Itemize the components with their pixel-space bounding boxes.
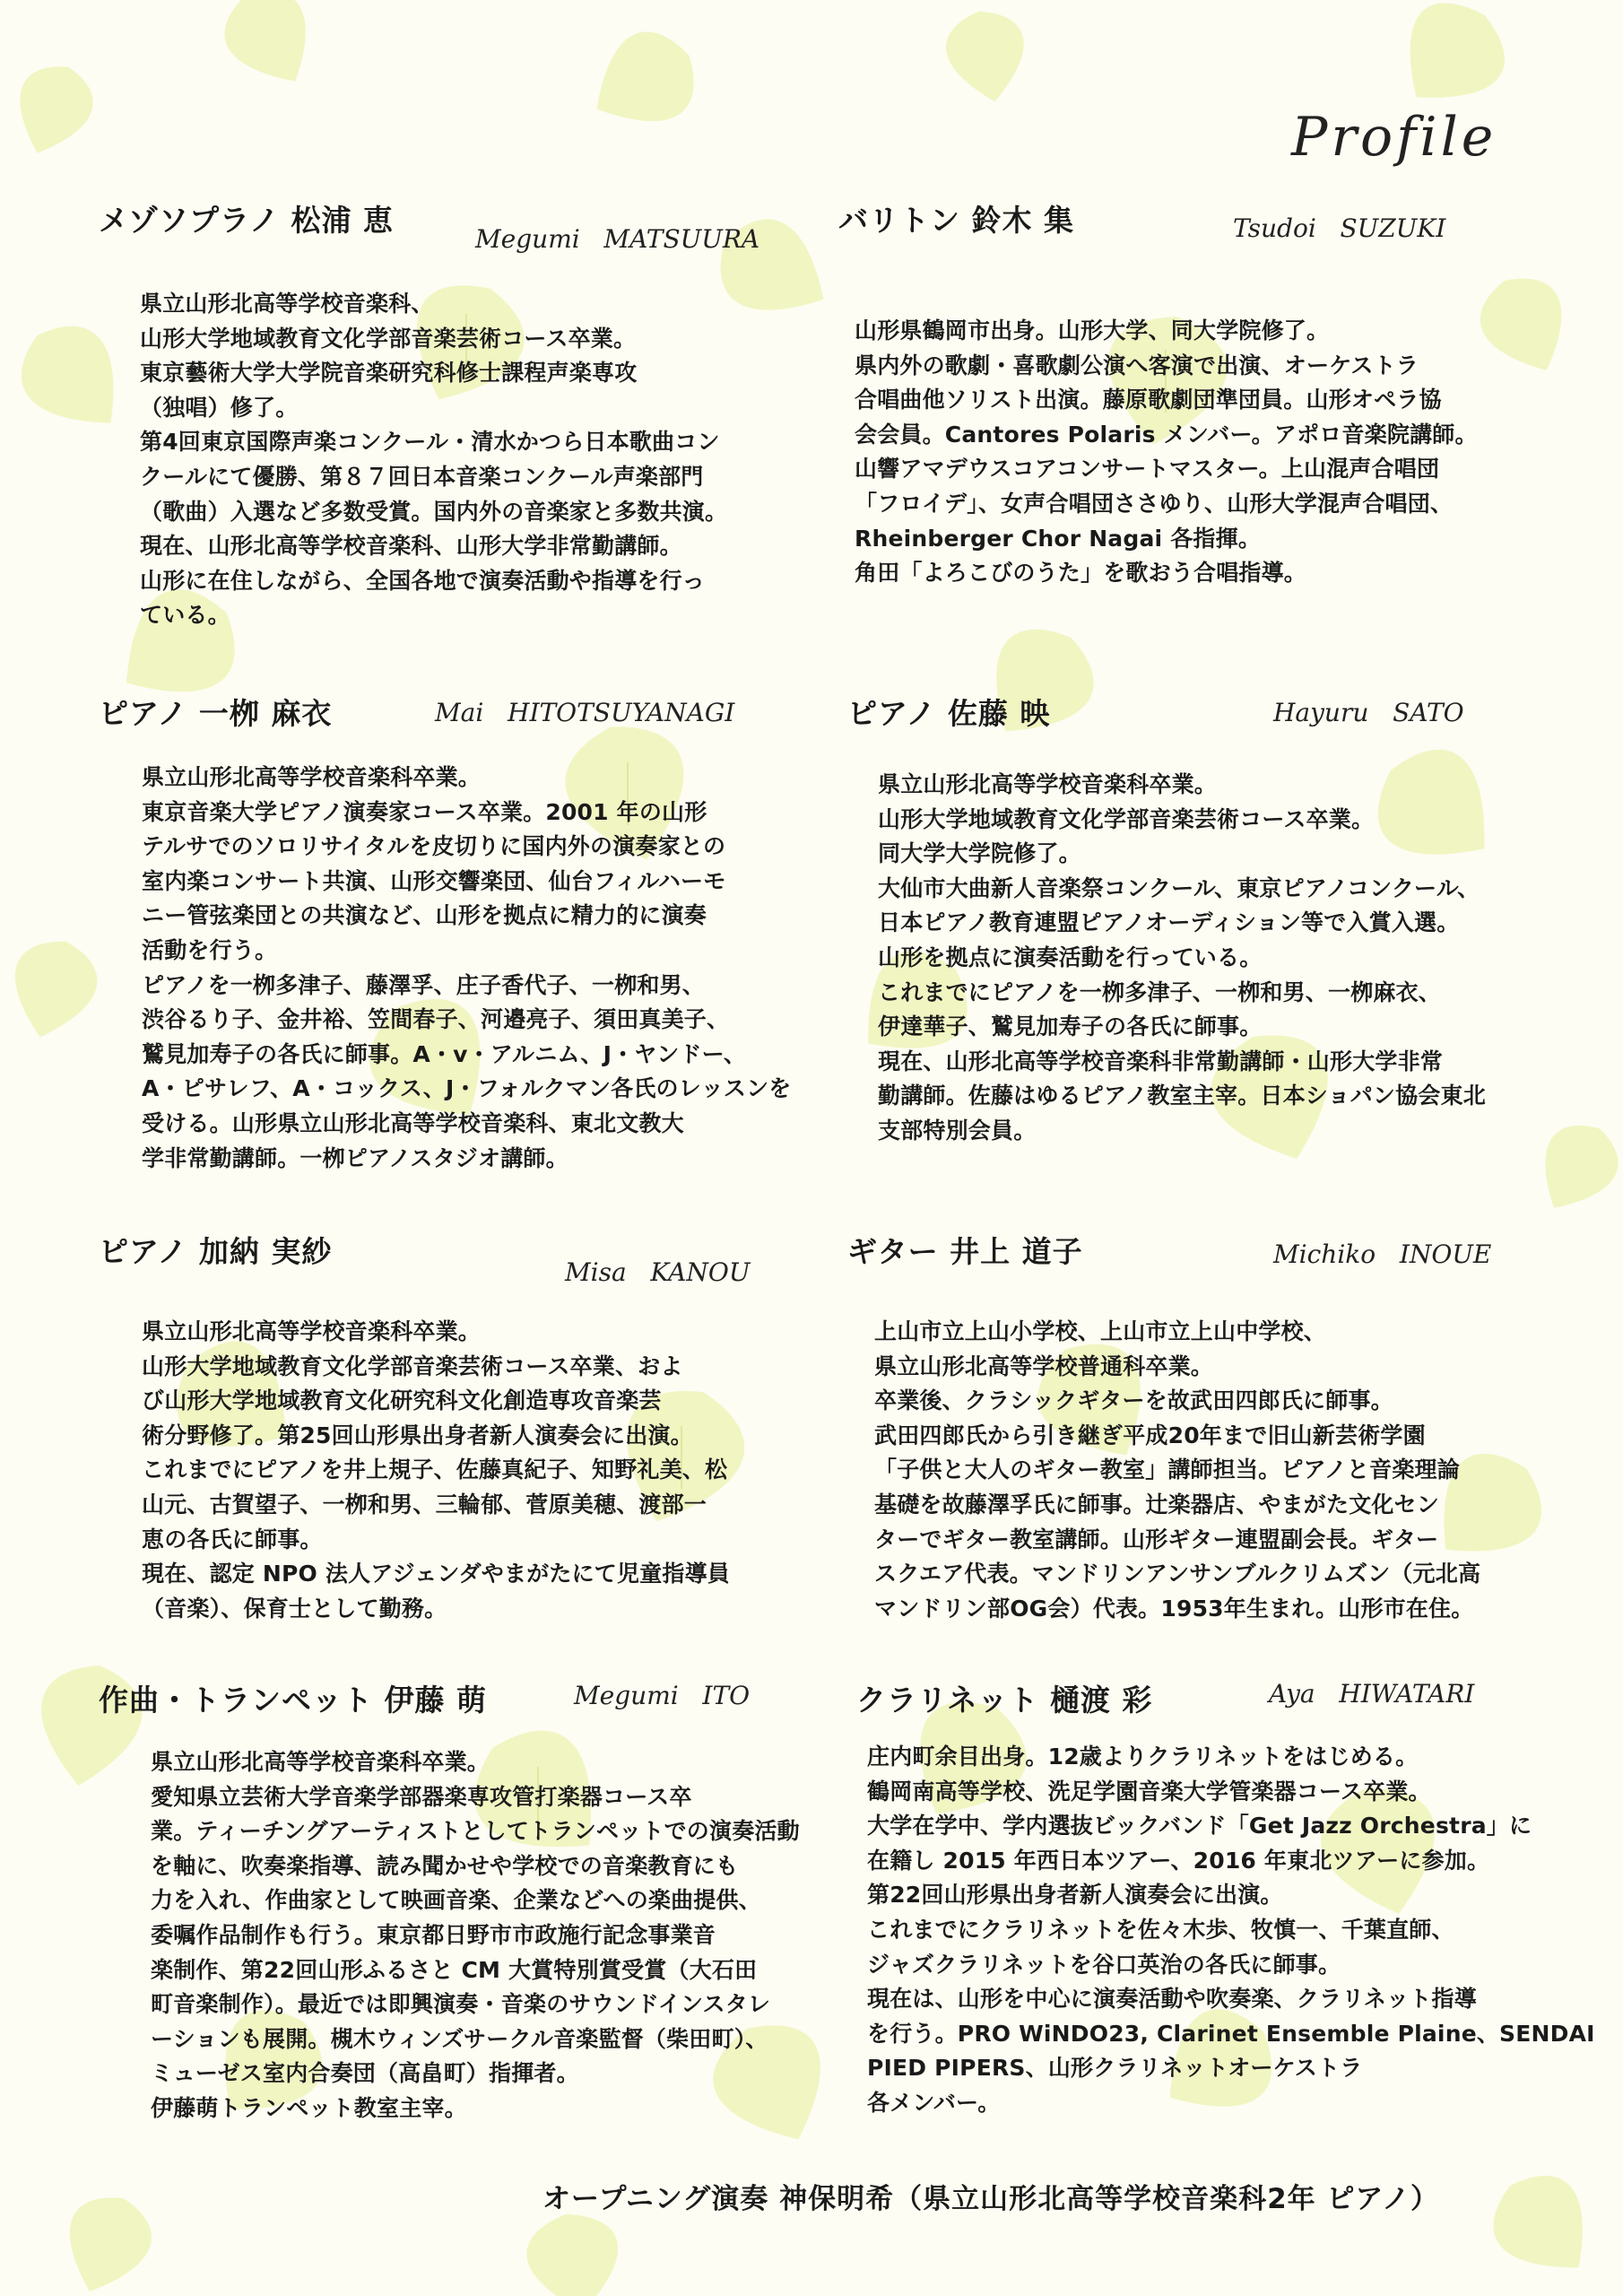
profile-bio — [99, 1745, 807, 2126]
bio-line: 会会員。Cantores Polaris メンバー。アポロ音楽院講師。 — [855, 421, 1478, 448]
bio-line: 山形大学地域教育文化学部音楽芸術コース卒業。 — [878, 805, 1375, 832]
bio-line: 山形を拠点に演奏活動を行っている。 — [878, 944, 1263, 970]
bio-line: これまでにクラリネットを佐々木歩、牧慎一、千葉直師、 — [867, 1916, 1454, 1943]
bio-line: ている。 — [140, 602, 230, 629]
bio-line: ニー管弦楽団との共演など、山形を拠点に精力的に演奏 — [142, 902, 707, 929]
profile-name-en: Aya HIWATARI — [1269, 1679, 1475, 1709]
bio-line: ターでギター教室講師。山形ギター連盟副会長。ギター — [874, 1526, 1439, 1552]
bio-line: 伊藤萌トランペット教室主宰。 — [151, 2094, 467, 2121]
bio-line: 学非常勤講師。一栁ピアノスタジオ講師。 — [142, 1144, 568, 1171]
bio-line: 山形大学地域教育文化学部音楽芸術コース卒業。 — [140, 325, 637, 352]
bio-line: 山形大学地域教育文化学部音楽芸術コース卒業、およ — [142, 1352, 683, 1379]
profile-name-jp: ピアノ 佐藤 映 — [847, 696, 1051, 731]
profile-name-en: Mai HITOTSUYANAGI — [435, 698, 735, 727]
profile-name-jp: ピアノ 一栁 麻衣 — [99, 696, 333, 731]
bio-line: 愛知県立芸術大学音楽学部器楽専攻管打楽器コース卒 — [151, 1783, 692, 1810]
profile-name-en: Michiko INOUE — [1273, 1239, 1492, 1269]
bio-line: び山形大学地域教育文化研究科文化創造専攻音楽芸 — [142, 1387, 662, 1414]
bio-line: 術分野修了。第25回山形県出身者新人演奏会に出演。 — [142, 1422, 693, 1448]
bio-line: 山形に在住しながら、全国各地で演奏活動や指導を行っ — [140, 567, 706, 594]
profile-bio — [99, 761, 807, 1176]
profile-name-en: Megumi ITO — [574, 1681, 751, 1710]
bio-line: 業。ティーチングアーティストとしてトランペットでの演奏活動 — [151, 1818, 800, 1845]
bio-line: 県立山形北高等学校普通科卒業。 — [874, 1352, 1214, 1379]
bio-line: これまでにピアノを一栁多津子、一栁和男、一栁麻衣、 — [878, 978, 1442, 1005]
bio-line: 支部特別会員。 — [878, 1117, 1037, 1144]
bio-line: 第22回山形県出身者新人演奏会に出演。 — [867, 1882, 1283, 1909]
bio-line: 山響アマデウスコアコンサートマスター。上山混声合唱団 — [855, 456, 1440, 483]
profile-name-en: Megumi MATSUURA — [475, 224, 760, 254]
profile-matsuura — [99, 197, 807, 633]
bio-line: 県立山形北高等学校音楽科卒業。 — [142, 764, 482, 790]
bio-line: 「子供と大人のギター教室」講師担当。ピアノと音楽理論 — [874, 1457, 1460, 1483]
bio-line: 在籍し 2015 年西日本ツアー、2016 年東北ツアーに参加。 — [867, 1847, 1490, 1874]
profile-ito — [99, 1677, 807, 2126]
bio-line: 渋谷るり子、金井裕、笠間春子、河邉亮子、須田真美子、 — [142, 1006, 730, 1033]
bio-line: 勤講師。佐藤はゆるピアノ教室主宰。日本ショパン協会東北 — [878, 1083, 1486, 1109]
profile-bio — [847, 1315, 1556, 1626]
bio-line: 角田「よろこびのうた」を歌おう合唱指導。 — [855, 560, 1307, 587]
bio-line: 大学在学中、学内選抜ビックバンド「Get Jazz Orchestra」に — [867, 1813, 1532, 1839]
bio-line: 基礎を故藤澤孚氏に師事。辻楽器店、やまがた文化セン — [874, 1491, 1440, 1518]
bio-line: これまでにピアノを井上規子、佐藤真紀子、知野礼美、松 — [142, 1457, 728, 1483]
bio-line: 合唱曲他ソリスト出演。藤原歌劇団準団員。山形オペラ協 — [855, 387, 1442, 413]
profile-name-jp: バリトン 鈴木 集 — [838, 203, 1074, 238]
bio-line: 日本ピアノ教育連盟ピアノオーディション等で入賞入選。 — [878, 909, 1460, 936]
profile-name-jp: クラリネット 樋渡 彩 — [856, 1683, 1153, 1718]
bio-line: A・ピサレフ、A・コックス、J・フォルクマン各氏のレッスンを — [142, 1075, 792, 1102]
bio-line: 県立山形北高等学校音楽科卒業。 — [151, 1749, 490, 1775]
bio-line: 大仙市大曲新人音楽祭コンクール、東京ピアノコンクール、 — [878, 874, 1480, 901]
bio-line: 「フロイデ」、女声合唱団ささゆり、山形大学混声合唱団、 — [855, 490, 1454, 517]
bio-line: 鷲見加寿子の各氏に師事。A・v・アルニム、J・ヤンドー、 — [142, 1040, 747, 1067]
bio-line: 各メンバー。 — [867, 2089, 1001, 2116]
page-title: Profile — [1291, 106, 1497, 169]
bio-line: PIED PIPERS、山形クラリネットオーケストラ — [867, 2055, 1363, 2082]
bio-line: を軸に、吹奏楽指導、読み聞かせや学校での音楽教育にも — [151, 1852, 739, 1879]
bio-line: 県内外の歌劇・喜歌劇公演へ客演で出演、オーケストラ — [855, 352, 1419, 378]
bio-line: 武田四郎氏から引き継ぎ平成20年まで旧山新芸術学園 — [874, 1422, 1426, 1448]
bio-line: 伊達華子、鷲見加寿子の各氏に師事。 — [878, 1013, 1263, 1040]
bio-line: 県立山形北高等学校音楽科、 — [140, 291, 434, 317]
profile-name-en: Hayuru SATO — [1273, 698, 1464, 727]
opening-performance-note: オープニング演奏 神保明希（県立山形北高等学校音楽科2年 ピアノ） — [542, 2183, 1439, 2215]
bio-line: を行う。PRO WiNDO23, Clarinet Ensemble Plaine、SENDAI — [867, 2020, 1595, 2047]
profile-name-jp: 作曲・トランペット 伊藤 萌 — [99, 1683, 487, 1718]
bio-line: ピアノを一栁多津子、藤澤孚、庄子香代子、一栁和男、 — [142, 971, 706, 998]
bio-line: （音楽）、保育士として勤務。 — [142, 1595, 447, 1622]
bio-line: Rheinberger Chor Nagai 各指揮。 — [855, 525, 1262, 552]
bio-line: 卒業後、クラシックギターを故武田四郎氏に師事。 — [874, 1387, 1393, 1414]
bio-line: 恵の各氏に師事。 — [142, 1526, 323, 1552]
bio-line: 現在、山形北高等学校音楽科、山形大学非常勤講師。 — [140, 533, 682, 560]
bio-line: 県立山形北高等学校音楽科卒業。 — [878, 771, 1218, 797]
bio-line: ジャズクラリネットを谷口英治の各氏に師事。 — [867, 1951, 1341, 1978]
profile-name-en: Misa KANOU — [565, 1257, 751, 1287]
bio-line: 鶴岡南高等学校、洗足学園音楽大学管楽器コース卒業。 — [867, 1778, 1431, 1805]
profile-bio — [99, 1315, 807, 1626]
bio-line: 山元、古賀望子、一栁和男、三輪郁、菅原美穂、渡部一 — [142, 1491, 707, 1518]
bio-line: 楽制作、第22回山形ふるさと CM 大賞特別賞受賞（大石田 — [151, 1956, 758, 1983]
bio-line: 庄内町余目出身。12歳よりクラリネットをはじめる。 — [867, 1744, 1419, 1770]
bio-line: （歌曲）入選など多数受賞。国内外の音楽家と多数共演。 — [140, 498, 728, 525]
bio-line: 同大学大学院修了。 — [878, 840, 1081, 867]
bio-line: 室内楽コンサート共演、山形交響楽団、仙台フィルハーモ — [142, 867, 726, 894]
bio-line: クールにて優勝、第８７回日本音楽コンクール声楽部門 — [140, 463, 704, 490]
profile-bio — [838, 314, 1547, 591]
bio-line: 受ける。山形県立山形北高等学校音楽科、東北文教大 — [142, 1109, 684, 1136]
bio-line: 上山市立上山小学校、上山市立上山中学校、 — [874, 1318, 1327, 1344]
bio-line: 山形県鶴岡市出身。山形大学、同大学院修了。 — [855, 317, 1330, 344]
profile-bio — [99, 287, 807, 633]
bio-line: マンドリン部OG会）代表。1953年生まれ。山形市在住。 — [874, 1595, 1474, 1622]
profile-name-en: Tsudoi SUZUKI — [1233, 213, 1446, 243]
profile-bio — [856, 1740, 1595, 2121]
bio-line: 力を入れ、作曲家として映画音楽、企業などへの楽曲提供、 — [151, 1887, 761, 1914]
bio-line: ミューゼス室内合奏団（高畠町）指揮者。 — [151, 2060, 579, 2087]
bio-line: 第4回東京国際声楽コンクール・清水かつら日本歌曲コン — [140, 429, 720, 456]
profile-bio — [847, 768, 1556, 1149]
profile-suzuki — [838, 197, 1547, 591]
bio-line: 町音楽制作）。最近では即興演奏・音楽のサウンドインスタレ — [151, 1991, 771, 2018]
bio-line: 活動を行う。 — [142, 936, 278, 963]
bio-line: 東京音楽大学ピアノ演奏家コース卒業。2001 年の山形 — [142, 798, 707, 825]
profile-name-jp: メゾソプラノ 松浦 恵 — [99, 203, 394, 238]
bio-line: 県立山形北高等学校音楽科卒業。 — [142, 1318, 482, 1344]
profile-name-jp: ギター 井上 道子 — [847, 1234, 1083, 1269]
bio-line: 現在、認定 NPO 法人アジェンダやまがたにて児童指導員 — [142, 1561, 731, 1587]
bio-line: ーションも展開。槻木ウィンズサークル音楽監督（柴田町）、 — [151, 2025, 768, 2052]
bio-line: 委嘱作品制作も行う。東京都日野市市政施行記念事業音 — [151, 1921, 716, 1948]
profile-hiwatari — [856, 1677, 1595, 2121]
profile-sato — [847, 691, 1556, 1149]
profile-kanou — [99, 1229, 807, 1626]
profile-inoue — [847, 1229, 1556, 1626]
profile-name-jp: ピアノ 加納 実紗 — [99, 1234, 333, 1269]
bio-line: （独唱）修了。 — [140, 394, 299, 421]
bio-line: 東京藝術大学大学院音楽研究科修士課程声楽専攻 — [140, 360, 638, 387]
bio-line: 現在は、山形を中心に演奏活動や吹奏楽、クラリネット指導 — [867, 1986, 1477, 2013]
bio-line: 現在、山形北高等学校音楽科非常勤講師・山形大学非常 — [878, 1048, 1444, 1074]
bio-line: テルサでのソロリサイタルを皮切りに国内外の演奏家との — [142, 833, 726, 860]
bio-line: スクエア代表。マンドリンアンサンブルクリムズン（元北高 — [874, 1561, 1481, 1587]
profile-hitotsuyanagi — [99, 691, 807, 1176]
